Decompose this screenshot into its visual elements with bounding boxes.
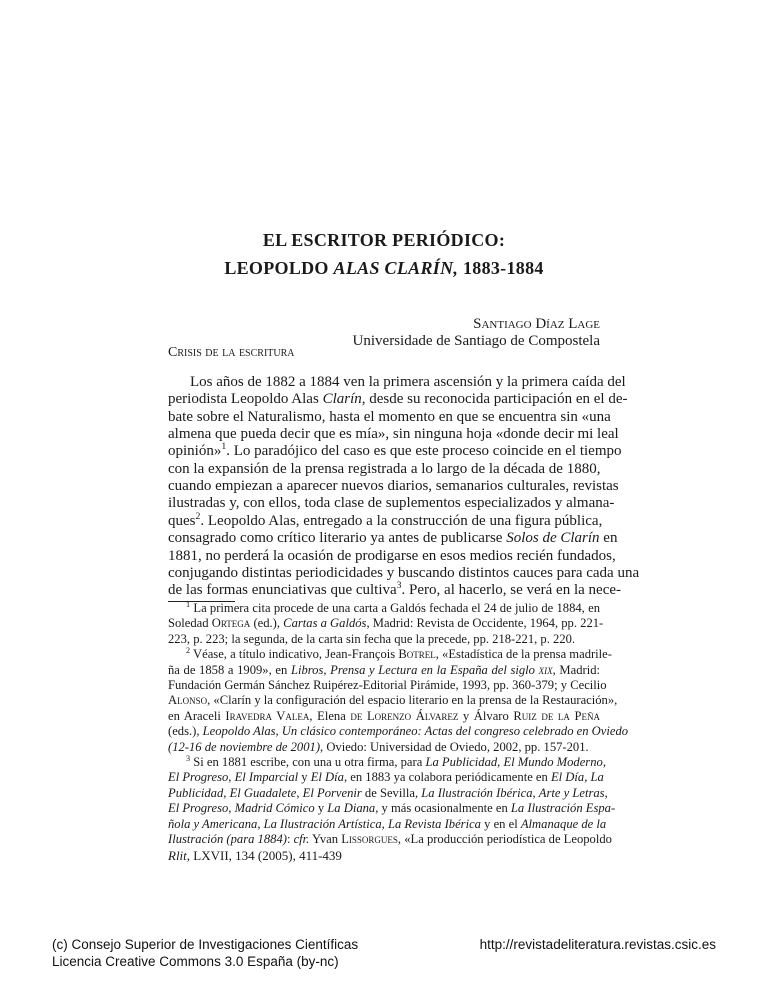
copyright-notice: (c) Consejo Superior de Investigaciones Científicas [52, 937, 359, 952]
footnote-line [168, 753, 606, 770]
text-run: Véase, a título indicativo, Jean-François [190, 647, 399, 662]
text-run: consagrado como crítico literario ya antes de publicarse [168, 530, 507, 547]
footnote-line [168, 832, 612, 847]
italic-text: (12-16 de noviembre de 2001) [168, 739, 321, 754]
italic-text: El Día [310, 770, 344, 785]
text-run: , Madrid: [552, 662, 600, 677]
text-run: Yvan [309, 832, 342, 846]
text-run: , [223, 785, 230, 800]
italic-text: El Progreso [168, 770, 229, 785]
body-line [168, 495, 615, 512]
license-notice: Licencia Creative Commons 3.0 España (by-nc) [52, 954, 339, 969]
text-run: y [314, 801, 328, 816]
text-run: , [296, 785, 303, 800]
smallcaps-name: Iravedra Valea [225, 708, 310, 723]
body-line [168, 408, 611, 426]
smallcaps-name: de Lorenzo Álvarez [350, 708, 459, 723]
footnote-line [168, 616, 604, 631]
body-line [168, 510, 603, 530]
smallcaps-name: Ortega [211, 616, 251, 631]
italic-text: El Guadalete [229, 785, 297, 800]
italic-text: La Ilustración Artística [263, 816, 382, 831]
italic-smallcaps-text: xix [538, 662, 553, 677]
italic-text: La Revista Ibérica [387, 816, 481, 831]
italic-text: cfr. [293, 832, 310, 846]
text-run: y [298, 770, 311, 785]
italic-text: El Imparcial [234, 770, 299, 785]
section-heading: Crisis de la escritura [168, 345, 295, 360]
text-run: . Pero, al hacerlo, se verá en la nece- [401, 582, 622, 599]
text-run: , «Clarín y la configuración del espacio literario en la prensa de la Restauración», [207, 693, 618, 708]
text-run: opinión» [168, 443, 222, 460]
text-run: , [228, 770, 235, 785]
text-run: con la expansión de la prensa registrada a lo largo de la década de 1880, [168, 460, 601, 477]
italic-text: La Ilustración Ibérica [421, 785, 533, 800]
text-run: , en 1883 ya colabora periódicamente en [343, 770, 551, 785]
text-run: , [584, 770, 591, 785]
footnote-marker: 1 [221, 441, 227, 453]
footnote-line [168, 785, 608, 801]
italic-text: Leopoldo Alas, Un clásico contemporáneo: Actas del congreso celebrado en Oviedo [202, 724, 629, 739]
text-run: 223, p. 223; la segunda, de la carta sin fecha que la precede, pp. 218-221, p. 220. [168, 631, 576, 646]
footnote-line [168, 678, 607, 693]
body-line [168, 441, 622, 460]
text-run: , [228, 801, 235, 816]
text-run: conjugando distintas periodicidades y buscando distintos cauces para cada una [168, 564, 640, 581]
italic-text: La [590, 770, 604, 785]
footnote-line [168, 632, 600, 647]
body-line [168, 564, 640, 582]
author-affiliation: Universidade de Santiago de Compostela [352, 333, 600, 349]
italic-text: ñola y Americana [168, 816, 258, 831]
italic-text: Publicidad [168, 785, 224, 800]
article-title-line1: EL ESCRITOR PERIÓDICO: [262, 230, 506, 250]
text-run: (eds.), [168, 724, 203, 739]
text-run: 1881, no perderá la ocasión de prodigarse en esos medios recién fundados, [168, 547, 616, 564]
text-run: , Elena [309, 708, 351, 723]
text-run: en [599, 530, 618, 547]
text-run: , [532, 785, 539, 800]
text-run: , y más ocasionalmente en [375, 801, 511, 816]
text-run: ña de 1858 a 1909», en [168, 662, 291, 677]
text-run: Los años de 1882 a 1884 ven la primera ascensión y la primera caída del [190, 374, 626, 390]
text-run: de las formas enunciativas que cultiva [168, 582, 397, 599]
text-run: La primera cita procede de una carta a Galdós fechada el 24 de julio de 1884, en [190, 601, 600, 615]
italic-text: Arte y Letras [538, 785, 605, 800]
footnote-marker: 3 [396, 580, 402, 592]
text-run: Si en 1881 escribe, con una u otra firma, para [190, 755, 426, 769]
footnote-line [168, 646, 612, 662]
italic-text: Madrid Cómico [234, 801, 315, 816]
title-italic-part: ALAS CLARÍN, [333, 258, 459, 278]
text-run: , [381, 816, 388, 831]
text-run: ques [168, 512, 196, 529]
italic-text: La Ilustración Espa- [510, 801, 616, 816]
text-run: y Álvaro [458, 708, 514, 723]
title-part: LEOPOLDO [224, 258, 334, 278]
footnote-line [168, 816, 607, 832]
text-run: de Sevilla, [361, 785, 422, 800]
italic-text: El Mundo Moderno [503, 755, 603, 769]
text-run: . Leopoldo Alas, entregado a la construcción de una figura pública, [200, 512, 603, 529]
text-run: , Oviedo: Universidad de Oviedo, 2002, pp. 157-201. [320, 739, 589, 754]
text-run: ilustradas y, con ellos, toda clase de suplementos especializados y almana- [168, 495, 615, 512]
footnote-line [168, 693, 618, 708]
text-run: periodista Leopoldo Alas [168, 391, 323, 408]
journal-citation [168, 848, 342, 864]
italic-text: El Día [550, 770, 585, 785]
italic-text: La Diana [327, 801, 376, 816]
body-line [168, 374, 626, 391]
body-line [168, 426, 619, 443]
footnote-line [168, 801, 616, 816]
text-run: , [497, 755, 504, 769]
author-name: Santiago Díaz Lage [473, 316, 600, 332]
smallcaps-name: Lissorgues [341, 832, 398, 846]
text-run: en Araceli [168, 708, 226, 723]
text-run: , desde su reconocida participación en el de- [361, 391, 628, 408]
body-line [168, 478, 619, 495]
text-run: Soledad [168, 616, 212, 631]
text-run: almena que pueda decir que es mía», sin ninguna hoja «donde decir mi leal [168, 426, 619, 443]
journal-issue: LXVII, 134 (2005), 411-439 [190, 848, 342, 863]
italic-text: El Progreso [168, 801, 229, 816]
italic-text: Libros, Prensa y Lectura en la España del siglo [290, 662, 539, 677]
italic-text: Solos de Clarín [506, 530, 600, 547]
italic-text: Clarín [322, 391, 362, 408]
footnote-marker: 3 [186, 753, 191, 763]
journal-name: Rlit, [168, 848, 191, 863]
italic-text: Ilustración (para 1884) [168, 832, 287, 846]
text-run: cuando empiezan a aparecer nuevos diarios, semanarios culturales, revistas [168, 478, 619, 495]
body-line [168, 580, 622, 599]
text-run: (ed.), [250, 616, 284, 631]
text-run: , «La producción periodística de Leopoldo [397, 832, 612, 846]
smallcaps-name: Ruiz de la Peña [513, 708, 600, 723]
footnote-line [168, 663, 600, 678]
footnote-line [168, 601, 600, 616]
footnote-line [168, 770, 604, 785]
article-title-line2 [0, 258, 768, 279]
footnote-line [168, 740, 600, 755]
body-line [168, 547, 616, 565]
body-line [168, 391, 628, 408]
smallcaps-name: Alonso [168, 693, 208, 708]
text-run: : [286, 832, 294, 846]
text-run: Fundación Germán Sánchez Ruipérez-Editorial Pirámide, 1993, pp. 360-379; y Cecilio [168, 678, 607, 692]
text-run: , [604, 785, 608, 800]
smallcaps-name: Botrel [398, 647, 436, 662]
footnote-line [168, 724, 629, 739]
footnote-marker: 1 [186, 599, 191, 609]
body-line [168, 461, 600, 478]
journal-url-link[interactable]: http://revistadeliteratura.revistas.csic.es [479, 937, 716, 952]
footnote-line [168, 709, 600, 724]
text-run: , [602, 755, 606, 769]
italic-text: La Publicidad [425, 755, 498, 769]
italic-text: El Porvenir [302, 785, 362, 800]
footnote-marker: 2 [186, 646, 191, 655]
body-line [168, 530, 618, 547]
footnote-marker: 2 [195, 510, 201, 522]
text-run: , «Estadística de la prensa madrile- [435, 647, 612, 662]
text-run: bate sobre el Naturalismo, hasta el momento en que se encuentra sin «una [168, 408, 611, 425]
italic-text: Cartas a Galdós [283, 616, 367, 631]
text-run: , [257, 816, 264, 831]
text-run: . Lo paradójico del caso es que este proceso coincide en el tiempo [226, 443, 622, 460]
text-run: y en el [480, 816, 521, 831]
title-years: 1883-1884 [458, 258, 544, 278]
text-run: , Madrid: Revista de Occidente, 1964, pp. 221- [366, 616, 604, 631]
italic-text: Almanaque de la [520, 816, 607, 831]
